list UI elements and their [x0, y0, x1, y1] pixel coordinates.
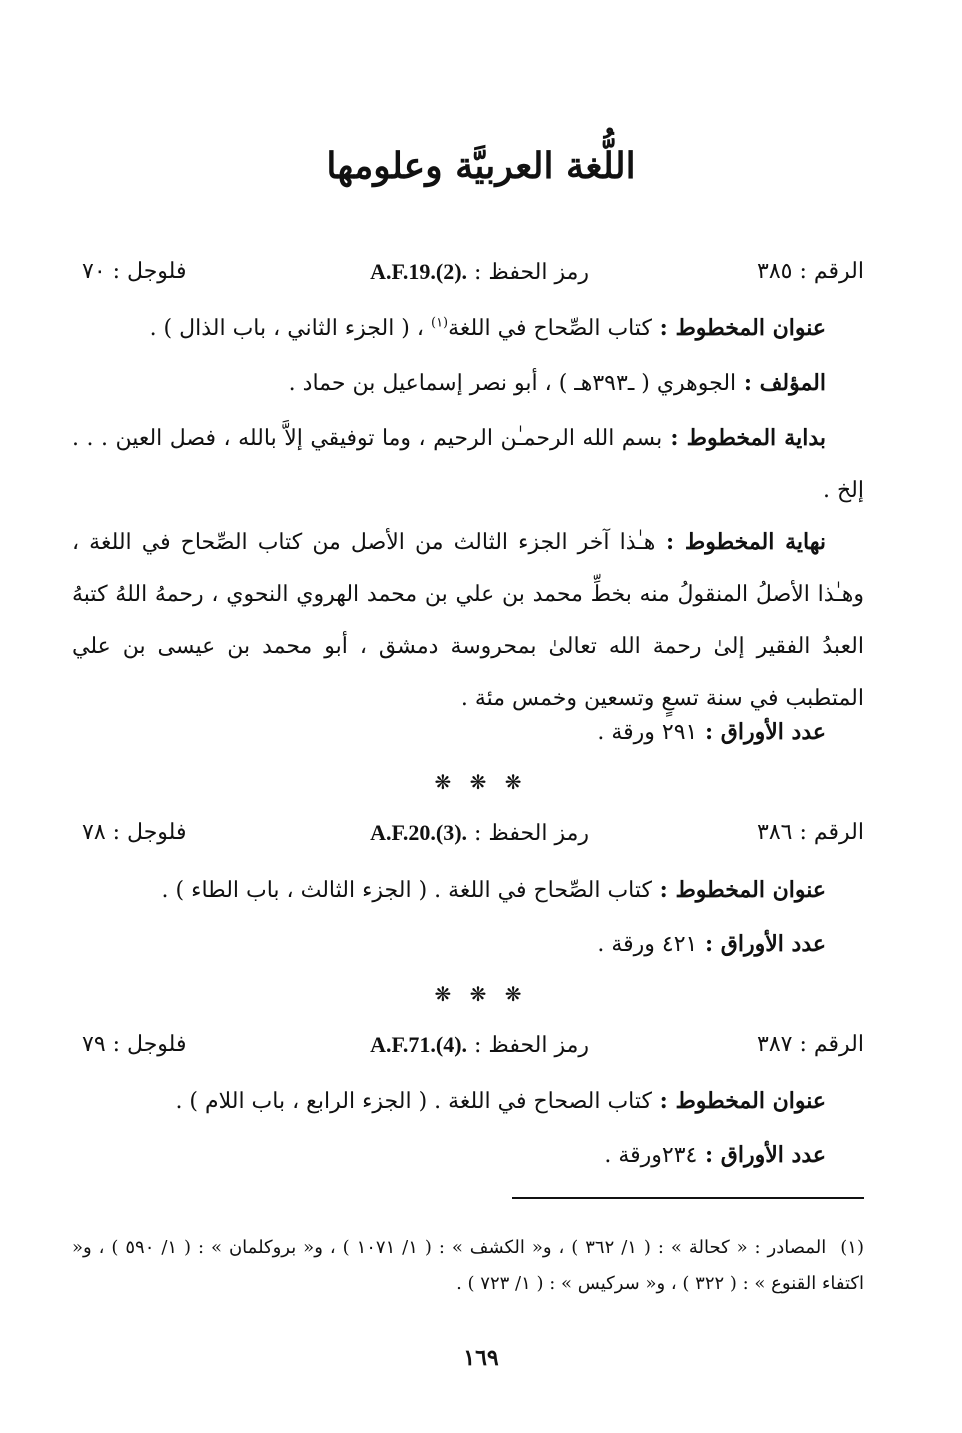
entry-385-title [72, 313, 864, 344]
footnote-divider [512, 1197, 864, 1199]
author-label: المؤلف : [736, 370, 826, 396]
title-rest: ، ( الجزء الثاني ، باب الذال ) . [149, 316, 431, 341]
section-separator: ❋ ❋ ❋ [434, 982, 528, 1006]
shelfmark-code: A.F.71.(4). [370, 1032, 468, 1057]
leaves-text: ٢٣٤ورقة . [604, 1143, 698, 1168]
shelfmark-label: رمز الحفظ : [467, 260, 589, 285]
start-text: بسم الله الرحمـٰن الرحيم ، وما توفيقي إلاَّ بالله ، فصل العين . . . إلخ . [72, 426, 864, 503]
title-text: كتاب الصِّحاح في اللغة [448, 316, 652, 341]
shelfmark [370, 818, 589, 849]
end-label: نهاية المخطوط : [655, 529, 826, 555]
page-number: ١٦٩ [463, 1345, 499, 1371]
entry-387-header [72, 1030, 864, 1062]
entry-386-leaves [72, 929, 864, 960]
footnote-mark: (١) [840, 1237, 864, 1258]
footnote [72, 1230, 864, 1302]
shelfmark-code: A.F.20.(3). [370, 820, 468, 845]
section-separator: ❋ ❋ ❋ [434, 770, 528, 794]
leaves-text: ٤٢١ ورقة . [597, 932, 698, 957]
shelfmark-label: رمز الحفظ : [467, 1033, 589, 1058]
title-label: عنوان المخطوط : [652, 1088, 826, 1114]
leaves-label: عدد الأوراق : [697, 719, 826, 745]
shelfmark [370, 1030, 589, 1061]
entry-385-end [72, 516, 864, 725]
entry-387-leaves [72, 1140, 864, 1171]
footnote-text: المصادر : « كحالة » : ( ١/ ٣٦٢ ) ، و« الكشف » : ( ١/ ١٠٧١ ) ، و« بروكلمان » : ( ١/ ٥٩٠ ) ، و« اكتفاء القنوع » : ( ٣٢٢ ) ، و« سركيس » : ( ١/ ٧٢٣ ) . [72, 1237, 864, 1294]
entry-385-header [72, 257, 864, 289]
entry-number: الرقم : ٣٨٦ [757, 820, 864, 845]
flugel-number: فلوجل : ٧٨ [82, 820, 187, 845]
entry-385-author [72, 368, 864, 399]
entry-386-title [72, 875, 864, 906]
leaves-label: عدد الأوراق : [697, 1142, 826, 1168]
start-label: بداية المخطوط : [662, 425, 826, 451]
title-label: عنوان المخطوط : [652, 877, 826, 903]
title-label: عنوان المخطوط : [652, 315, 826, 341]
entry-385-start [72, 412, 864, 517]
shelfmark-code: A.F.19.(2). [370, 259, 468, 284]
flugel-number: فلوجل : ٧٩ [82, 1032, 187, 1057]
entry-386-header [72, 818, 864, 850]
title-text: كتاب الصِّحاح في اللغة . ( الجزء الثالث ، باب الطاء ) . [161, 878, 652, 903]
entry-385-leaves [72, 717, 864, 748]
leaves-text: ٢٩١ ورقة . [597, 720, 698, 745]
page-title: اللُّغة العربيَّة وعلومها [326, 145, 636, 187]
shelfmark-label: رمز الحفظ : [467, 821, 589, 846]
shelfmark [370, 257, 589, 288]
end-text: هـٰذا آخر الجزء الثالث من الأصل من كتاب الصِّحاح في اللغة ، وهـٰذا الأصلُ المنقولُ منه بخطِّ محمد بن علي بن محمد الهروي النحوي ، رحمهُ اللهُ كتبهُ العبدُ الفقير إلىٰ رحمة الله تعالىٰ بمحروسة دمشق ، أبو محمد بن عيسى بن علي المتطبب في سنة تسعٍ وتسعين وخمس مئة . [72, 530, 865, 711]
footnote-ref: (١) [430, 315, 449, 331]
leaves-label: عدد الأوراق : [697, 931, 826, 957]
title-text: كتاب الصحاح في اللغة . ( الجزء الرابع ، باب اللام ) . [175, 1089, 652, 1114]
flugel-number: فلوجل : ٧٠ [82, 259, 187, 284]
entry-387-title [72, 1086, 864, 1117]
entry-number: الرقم : ٣٨٧ [757, 1032, 864, 1057]
author-text: الجوهري ( ـ٣٩٣هـ ) ، أبو نصر إسماعيل بن حماد . [288, 371, 737, 396]
entry-number: الرقم : ٣٨٥ [757, 259, 864, 284]
